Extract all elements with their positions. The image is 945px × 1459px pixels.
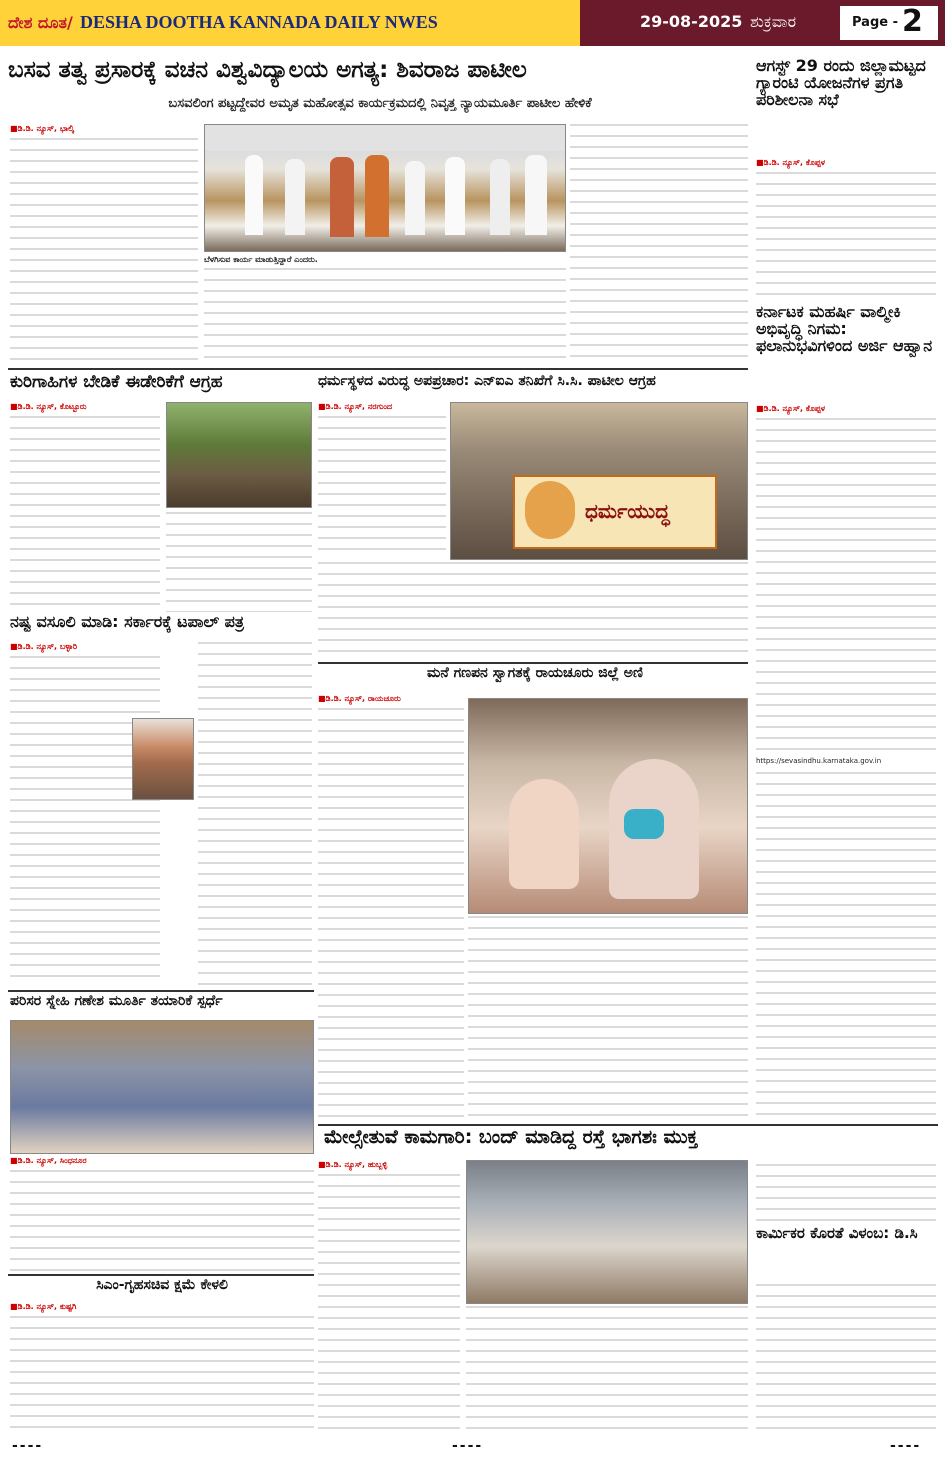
article-text-lines xyxy=(10,656,160,986)
flyover-inspection-photo xyxy=(466,1160,748,1304)
main-story-byline: ■ಡಿ.ಡಿ. ನ್ಯೂಸ್, ಭಾಲ್ಕಿ xyxy=(10,124,74,133)
ganapa-headline: ಮನೆ ಗಣಪನ ಸ್ವಾಗತಕ್ಕೆ ರಾಯಚೂರು ಜಿಲ್ಲೆ ಅಣಿ xyxy=(427,666,643,681)
flyover-headline: ಮೇಲ್ಸೇತುವೆ ಕಾಮಗಾರಿ: ಬಂದ್ ಮಾಡಿದ್ದ ರಸ್ತೆ ಭಾಗಶಃ ಮುಕ್ತ xyxy=(324,1128,698,1148)
ganapa-byline: ■ಡಿ.ಡಿ. ನ್ಯೂಸ್, ರಾಯಚೂರು xyxy=(318,694,401,703)
shepherds-photo xyxy=(166,402,312,508)
main-photo-caption: ಬೆಳಗಿಸುವ ಕಾರ್ಯ ಮಾಡುತ್ತಿದ್ದಾರೆ ಎಂದರು. xyxy=(204,255,318,264)
shepherds-story xyxy=(10,402,160,612)
dharmasthala-headline-block xyxy=(318,374,748,398)
ganapa-story-cont xyxy=(468,916,748,1124)
page-indicator xyxy=(840,6,938,40)
flyover-story-cont xyxy=(466,1306,748,1438)
article-text-lines xyxy=(756,1164,936,1222)
eco-ganesha-headline-block xyxy=(10,994,314,1018)
portrait-photo xyxy=(132,718,194,800)
dharmasthala-story-cont xyxy=(318,562,748,660)
section-divider xyxy=(8,1274,314,1276)
article-text-lines xyxy=(10,416,160,612)
ganapa-headline-block xyxy=(330,666,740,690)
masthead xyxy=(0,0,945,46)
ganapa-story xyxy=(318,694,464,1124)
article-text-lines xyxy=(10,138,198,364)
main-headline-block xyxy=(8,58,748,94)
labour-headline-block xyxy=(756,1226,936,1282)
footer-dash-center: ---- xyxy=(452,1438,484,1454)
article-text-lines xyxy=(756,418,936,756)
section-divider xyxy=(318,1124,938,1126)
newspaper-logo: ದೇಶ ದೂತ/ xyxy=(8,13,73,32)
page-number: 2 xyxy=(902,4,923,39)
article-text-lines xyxy=(756,1284,936,1438)
cm-apology-headline: ಸಿಎಂ-ಗೃಹಸಚಿವ ಕ್ಷಮೆ ಕೇಳಲಿ xyxy=(96,1278,228,1293)
cm-apology-byline: ■ಡಿ.ಡಿ. ನ್ಯೂಸ್, ಕುಷ್ಟಗಿ xyxy=(10,1302,77,1311)
section-divider xyxy=(8,368,748,370)
eco-ganesha-story xyxy=(10,1156,314,1274)
newspaper-title: DESHA DOOTHA KANNADA DAILY NWES xyxy=(80,12,438,32)
shepherds-story-cont xyxy=(166,512,312,612)
dharmasthala-byline: ■ಡಿ.ಡಿ. ನ್ಯೂಸ್, ನರಗುಂದ xyxy=(318,402,393,411)
dharmasthala-headline: ಧರ್ಮಸ್ಥಳದ ವಿರುದ್ಧ ಅಪಪ್ರಚಾರ: ಎನ್ಐಎ ತನಿಖೆಗೆ ಸಿ.ಸಿ. ಪಾಟೀಲ ಆಗ್ರಹ xyxy=(318,374,656,389)
main-subhead-block xyxy=(30,96,730,118)
section-divider xyxy=(318,662,748,664)
article-text-lines xyxy=(756,172,936,298)
shepherds-byline: ■ಡಿ.ಡಿ. ನ್ಯೂಸ್, ಕೊಟ್ಟೂರು xyxy=(10,402,87,411)
guarantee-headline-block xyxy=(756,58,936,156)
footer-dash-right: ---- xyxy=(890,1438,922,1454)
loss-byline: ■ಡಿ.ಡಿ. ನ್ಯೂಸ್, ಬಳ್ಳಾರಿ xyxy=(10,642,78,651)
shepherds-headline: ಕುರಿಗಾಹಿಗಳ ಬೇಡಿಕೆ ಈಡೇರಿಕೆಗೆ ಆಗ್ರಹ xyxy=(10,374,223,392)
article-text-lines xyxy=(166,512,312,612)
article-text-lines xyxy=(204,268,566,364)
valmiki-byline: ■ಡಿ.ಡಿ. ನ್ಯೂಸ್, ಕೊಪ್ಪಳ xyxy=(756,404,825,413)
issue-day: ಶುಕ್ರವಾರ xyxy=(750,12,797,31)
cm-apology-headline-block xyxy=(10,1278,314,1300)
guarantee-story xyxy=(756,158,936,298)
loss-headline: ನಷ್ಟ ವಸೂಲಿ ಮಾಡಿ: ಸರ್ಕಾರಕ್ಕೆ ಟಪಾಲ್ ಪತ್ರ xyxy=(10,614,245,631)
article-text-lines xyxy=(756,772,936,1120)
article-text-lines xyxy=(318,562,748,660)
loss-story xyxy=(10,642,160,986)
article-text-lines xyxy=(10,1316,314,1436)
main-subhead: ಬಸವಲಿಂಗ ಪಟ್ಟದ್ದೇವರ ಅಮೃತ ಮಹೋತ್ಸವ ಕಾರ್ಯಕ್ರಮದಲ್ಲಿ ನಿವೃತ್ತ ನ್ಯಾಯಮೂರ್ತಿ ಪಾಟೀಲ ಹೇಳಿಕೆ xyxy=(168,96,592,111)
labour-headline: ಕಾರ್ಮಿಕರ ಕೊರತೆ ವಿಳಂಬ: ಡಿ.ಸಿ xyxy=(756,1226,918,1242)
section-divider xyxy=(8,990,314,992)
dharmasthala-story xyxy=(318,402,446,558)
ganesha-idols-photo xyxy=(468,698,748,914)
protest-banner-text: ಧರ್ಮಯುದ್ಧ xyxy=(585,499,670,523)
article-text-lines xyxy=(318,1174,460,1438)
dharmasthala-photo xyxy=(450,402,748,560)
main-story-photo xyxy=(204,124,566,252)
valmiki-url[interactable]: https://sevasindhu.karnataka.gov.in xyxy=(756,757,882,765)
valmiki-url-block xyxy=(756,756,936,768)
issue-date: 29-08-2025 xyxy=(640,12,743,31)
valmiki-headline-block xyxy=(756,304,936,404)
page-label: Page - xyxy=(852,15,898,30)
article-text-lines xyxy=(570,124,748,364)
flyover-story xyxy=(318,1160,460,1438)
main-story-column-3 xyxy=(570,124,748,364)
article-text-lines xyxy=(466,1306,748,1438)
eco-ganesha-byline: ■ಡಿ.ಡಿ. ನ್ಯೂಸ್, ಸಿಂಧನೂರ xyxy=(10,1156,87,1165)
students-photo xyxy=(10,1020,314,1154)
valmiki-headline: ಕರ್ನಾಟಕ ಮಹರ್ಷಿ ವಾಲ್ಮೀಕಿ ಅಭಿವೃದ್ಧಿ ನಿಗಮ: ಫಲಾನುಭವಿಗಳಿಂದ ಅರ್ಜಿ ಆಹ್ವಾನ xyxy=(756,304,933,355)
valmiki-story xyxy=(756,404,936,756)
flyover-headline-block xyxy=(324,1128,938,1156)
eco-ganesha-headline: ಪರಿಸರ ಸ್ನೇಹಿ ಗಣೇಶ ಮೂರ್ತಿ ತಯಾರಿಕೆ ಸ್ಪರ್ಧೆ xyxy=(10,994,223,1009)
article-text-lines xyxy=(318,416,446,558)
article-text-lines xyxy=(10,1170,314,1274)
main-story-column-1 xyxy=(10,124,198,364)
protest-banner xyxy=(513,475,717,549)
footer-dash-left: ---- xyxy=(12,1438,44,1454)
valmiki-story-cont xyxy=(756,772,936,1120)
main-story-column-2 xyxy=(204,254,566,364)
main-headline: ಬಸವ ತತ್ವ ಪ್ರಸಾರಕ್ಕೆ ವಚನ ವಿಶ್ವವಿದ್ಯಾಲಯ ಅಗತ್ಯ: ಶಿವರಾಜ ಪಾಟೀಲ xyxy=(8,58,527,83)
cm-apology-story xyxy=(10,1302,314,1436)
article-text-lines xyxy=(318,708,464,1124)
loss-story-cont xyxy=(198,642,312,986)
labour-story xyxy=(756,1284,936,1438)
shepherds-headline-block xyxy=(10,374,310,398)
guarantee-byline: ■ಡಿ.ಡಿ. ನ್ಯೂಸ್, ಕೊಪ್ಪಳ xyxy=(756,158,825,167)
loss-headline-block xyxy=(10,614,310,640)
flyover-story-right xyxy=(756,1164,936,1222)
article-text-lines xyxy=(468,916,748,1124)
flyover-byline: ■ಡಿ.ಡಿ. ನ್ಯೂಸ್, ಹುಬ್ಬಳ್ಳಿ xyxy=(318,1160,388,1169)
guarantee-headline: ಆಗಸ್ಟ್ 29 ರಂದು ಜಿಲ್ಲಾಮಟ್ಟದ ಗ್ಯಾರಂಟಿ ಯೋಜನೆಗಳ ಪ್ರಗತಿ ಪರಿಶೀಲನಾ ಸಭೆ xyxy=(756,58,926,109)
article-text-lines xyxy=(198,642,312,986)
